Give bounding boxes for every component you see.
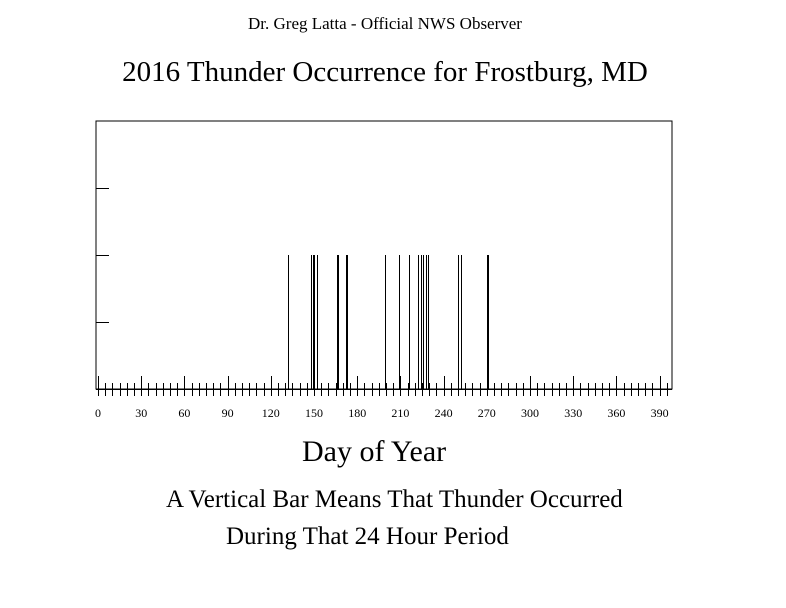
- x-tick-label: 240: [434, 406, 453, 420]
- plot-area: [96, 121, 672, 389]
- chart-title: 2016 Thunder Occurrence for Frostburg, MD: [122, 56, 648, 88]
- x-tick-label: 60: [178, 406, 191, 420]
- x-tick-label: 90: [221, 406, 234, 420]
- x-tick-label: 360: [607, 406, 626, 420]
- x-ticks: [96, 376, 672, 396]
- x-tick-label: 150: [305, 406, 323, 420]
- x-tick-label: 330: [564, 406, 583, 420]
- x-tick-label: 30: [135, 406, 148, 420]
- observer-credit: Dr. Greg Latta - Official NWS Observer: [248, 14, 522, 33]
- x-tick-label: 390: [650, 406, 669, 420]
- x-tick-label: 180: [348, 406, 367, 420]
- y-ticks: [96, 189, 109, 323]
- legend-note-line2: During That 24 Hour Period: [226, 523, 509, 550]
- x-tick-label: 0: [95, 406, 101, 420]
- x-axis-label: Day of Year: [302, 435, 447, 468]
- thunder-bars: [289, 255, 489, 389]
- x-tick-label: 210: [391, 406, 410, 420]
- legend-note-line1: A Vertical Bar Means That Thunder Occurred: [166, 486, 623, 513]
- x-tick-label: 120: [261, 406, 280, 420]
- x-tick-labels: [95, 406, 669, 420]
- x-tick-label: 270: [477, 406, 496, 420]
- x-tick-label: 300: [521, 406, 539, 420]
